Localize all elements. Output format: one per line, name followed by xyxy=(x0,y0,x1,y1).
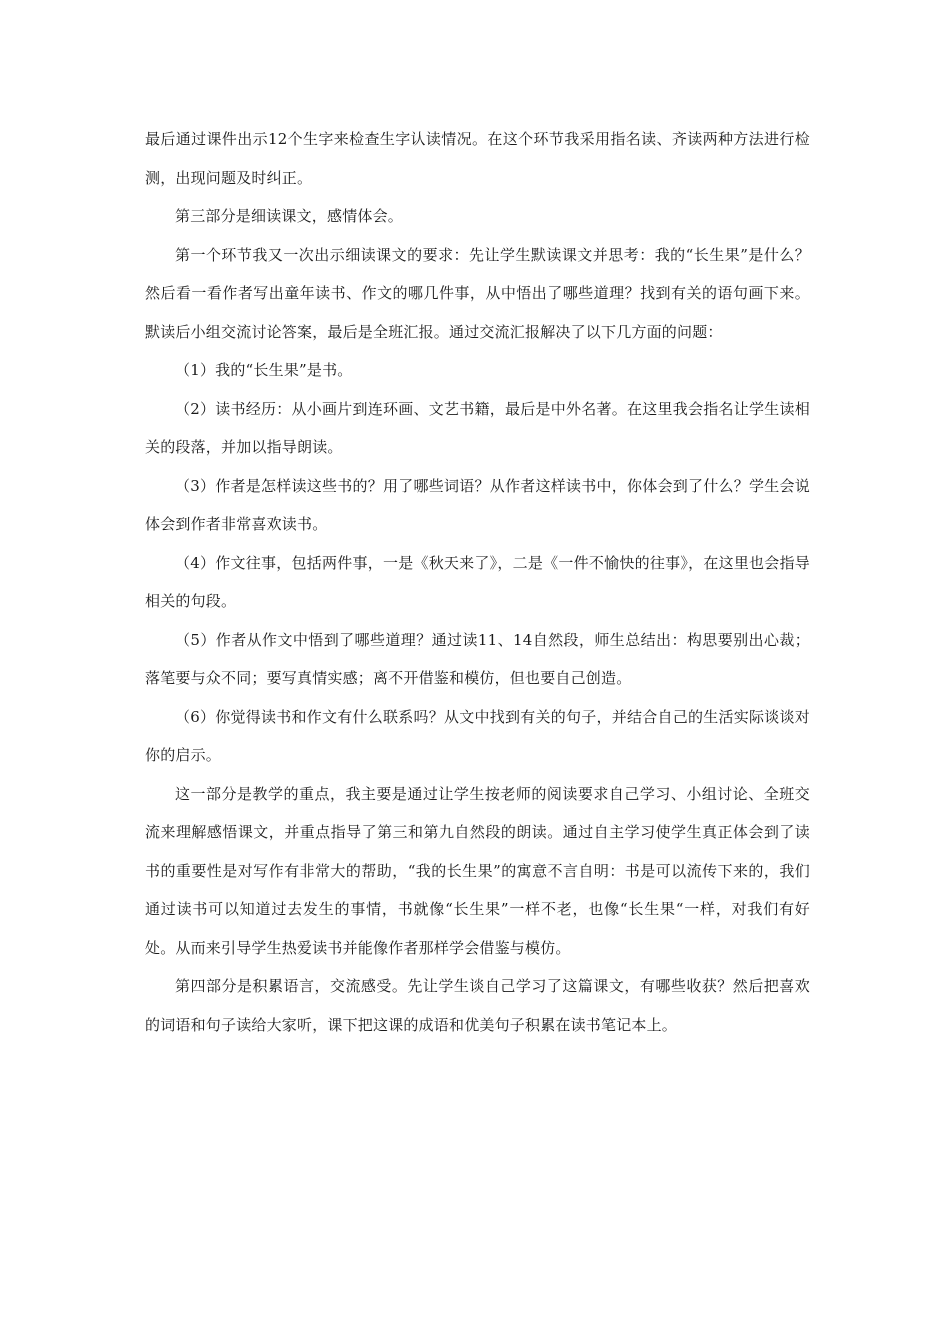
list-item-2: （2）读书经历：从小画片到连环画、文艺书籍，最后是中外名著。在这里我会指名让学生读相关的段落，并加以指导朗读。 xyxy=(145,399,810,456)
list-item-1: （1）我的“长生果”是书。 xyxy=(175,361,353,379)
list-item-4: （4）作文往事，包括两件事，一是《秋天来了》，二是《一件不愉快的往事》，在这里也会指导相关的句段。 xyxy=(145,553,810,610)
paragraph-teaching-focus: 这一部分是教学的重点，我主要是通过让学生按老师的阅读要求自己学习、小组讨论、全班交流来理解感悟课文，并重点指导了第三和第九自然段的朗读。通过自主学习使学生真正体会到了读书的重要性是对写作有非常大的帮助，“我的长生果”的寓意不言自明：书是可以流传下来的，我们通过读书可以知道过去发生的事情，书就像“长生果”一样不老，也像“长生果“一样，对我们有好处。从而来引导学生热爱读书并能像作者那样学会借鉴与模仿。 xyxy=(145,784,810,957)
list-item-5: （5）作者从作文中悟到了哪些道理？通过读11、14自然段，师生总结出：构思要别出心裁；落笔要与众不同；要写真情实感；离不开借鉴和模仿，但也要自己创造。 xyxy=(145,630,810,687)
paragraph-part-four: 第四部分是积累语言，交流感受。先让学生谈自己学习了这篇课文，有哪些收获？然后把喜欢的词语和句子读给大家听，课下把这课的成语和优美句子积累在读书笔记本上。 xyxy=(145,977,810,1034)
list-item-6: （6）你觉得读书和作文有什么联系吗？从文中找到有关的句子，并结合自己的生活实际谈谈对你的启示。 xyxy=(145,707,810,764)
list-item-3: （3）作者是怎样读这些书的？用了哪些词语？从作者这样读书中，你体会到了什么？学生会说体会到作者非常喜欢读书。 xyxy=(145,476,810,533)
paragraph-part-three-heading: 第三部分是细读课文，感情体会。 xyxy=(175,207,404,225)
document-body xyxy=(145,120,810,1044)
paragraph-intro-check: 最后通过课件出示12个生字来检查生字认读情况。在这个环节我采用指名读、齐读两种方法进行检测，出现问题及时纠正。 xyxy=(145,130,810,187)
paragraph-first-step: 第一个环节我又一次出示细读课文的要求：先让学生默读课文并思考：我的“长生果”是什么？然后看一看作者写出童年读书、作文的哪几件事，从中悟出了哪些道理？找到有关的语句画下来。默读后小组交流讨论答案，最后是全班汇报。通过交流汇报解决了以下几方面的问题： xyxy=(145,245,810,341)
